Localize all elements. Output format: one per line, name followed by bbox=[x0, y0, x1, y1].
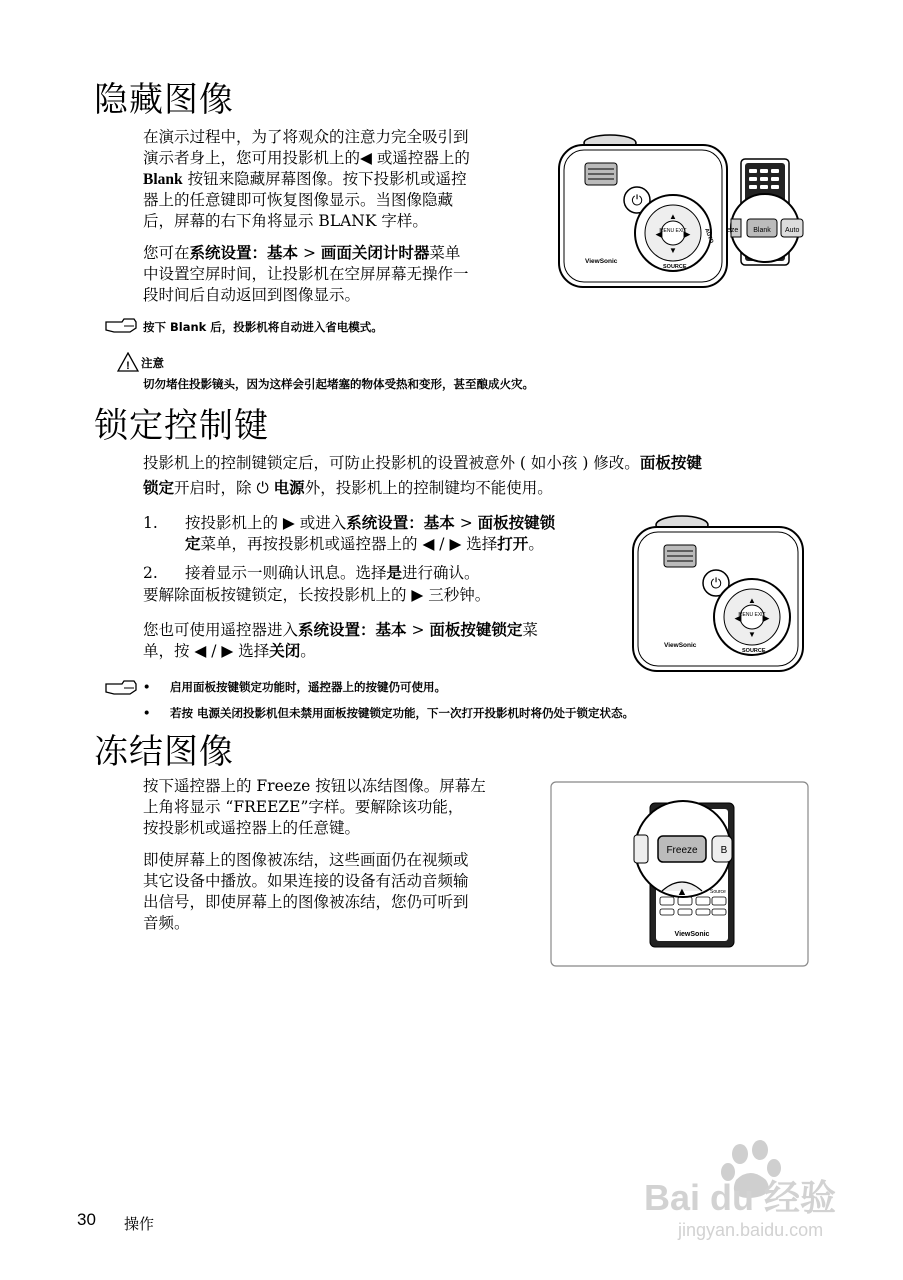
svg-text:▲: ▲ bbox=[669, 212, 677, 221]
text-line: 段时间后自动返回到图像显示。 bbox=[143, 286, 361, 304]
text-line: 上角将显示 “FREEZE”字样。要解除该功能， bbox=[143, 798, 464, 816]
hand-pointer-icon bbox=[104, 680, 138, 696]
brand-label: ViewSonic bbox=[585, 258, 618, 265]
lock-note-2: 若按 电源关闭投影机但未禁用面板按键锁定功能，下一次打开投影机时将仍处于锁定状态。 bbox=[170, 706, 634, 720]
bullet-icon: • bbox=[143, 706, 151, 720]
panel-lock-term: 锁定 bbox=[143, 479, 175, 497]
option-yes: 是 bbox=[386, 564, 403, 582]
text-line: 按投影机或遥控器上的任意键。 bbox=[143, 819, 361, 837]
hide-note: 按下 Blank 后，投影机将自动进入省电模式。 bbox=[143, 320, 383, 334]
text-line: 即使屏幕上的图像被冻结，这些画面仍在视频或 bbox=[143, 851, 469, 869]
warning-triangle-icon bbox=[117, 352, 139, 372]
power-icon: ⏻ bbox=[256, 479, 269, 497]
menu-path: 系统设置：基本 bbox=[346, 514, 455, 532]
menu-label: MENU EXIT bbox=[738, 612, 766, 618]
text-run: 单，按 ◀ / ▶ 选择 bbox=[143, 642, 270, 660]
footer-section-label: 操作 bbox=[124, 1215, 155, 1233]
caution-title: 注意 bbox=[141, 356, 164, 370]
menu-path: 系统设置：基本 bbox=[298, 621, 407, 639]
freeze-paragraph-2 bbox=[143, 850, 543, 934]
option-off: 关闭 bbox=[269, 642, 301, 660]
text-line: 出信号，即使屏幕上的图像被冻结，您仍可听到 bbox=[143, 893, 469, 911]
svg-text:⏻: ⏻ bbox=[710, 575, 722, 591]
lock-step-2 bbox=[143, 563, 623, 584]
source-label: SOURCE bbox=[663, 264, 687, 270]
text-run: 。 bbox=[300, 642, 316, 660]
watermark-url: jingyan.baidu.com bbox=[678, 1220, 824, 1240]
option-on: 打开 bbox=[497, 535, 529, 553]
auto-label: AUTO bbox=[703, 227, 715, 245]
blank-partial-label: B bbox=[720, 845, 728, 856]
svg-text:▼: ▼ bbox=[748, 630, 756, 639]
menu-label: MENU EXIT bbox=[659, 228, 687, 234]
lock-remote-paragraph bbox=[143, 620, 613, 662]
text-line: 在演示过程中，为了将观众的注意力完全吸引到 bbox=[143, 128, 469, 146]
text-run: 外，投影机上的控制键均不能使用。 bbox=[304, 479, 553, 497]
text-run: 进行确认。 bbox=[402, 564, 480, 582]
text-run: > bbox=[406, 621, 430, 639]
text-line: 中设置空屏时间，让投影机在空屏屏幕无操作一 bbox=[143, 265, 469, 283]
svg-text:▲: ▲ bbox=[748, 596, 756, 605]
source-label: SOURCE bbox=[742, 648, 766, 654]
baidu-watermark bbox=[640, 1140, 880, 1250]
text-run: 开启时，除 bbox=[174, 479, 252, 497]
projector-illustration bbox=[630, 513, 808, 675]
svg-text:▶: ▶ bbox=[762, 613, 770, 623]
page-number: 30 bbox=[77, 1210, 96, 1229]
unlock-instruction: 要解除面板按键锁定，长按投影机上的 ▶ 三秒钟。 bbox=[143, 586, 491, 604]
menu-item: 面板按键锁定 bbox=[429, 621, 523, 639]
freeze-partial-label: eze bbox=[727, 227, 739, 234]
text-run: 菜 bbox=[522, 621, 538, 639]
caution-text: 切勿堵住投影镜头，因为这样会引起堵塞的物体受热和变形，甚至酿成火灾。 bbox=[143, 377, 534, 391]
hand-pointer-icon bbox=[104, 318, 138, 334]
menu-item: 画面关闭计时器 bbox=[320, 244, 430, 262]
blank-button-label: Blank bbox=[753, 227, 771, 234]
text-run: 您也可使用遥控器进入 bbox=[143, 621, 299, 639]
text-line: 演示者身上，您可用投影机上的◀ 或遥控器上的 bbox=[143, 149, 470, 167]
hide-paragraph-2 bbox=[143, 243, 543, 306]
svg-text:▼: ▼ bbox=[669, 246, 677, 255]
brand-label: ViewSonic bbox=[674, 931, 710, 938]
lock-note-1: 启用面板按键锁定功能时，遥控器上的按键仍可使用。 bbox=[170, 680, 446, 694]
menu-path: 系统设置：基本 bbox=[189, 244, 299, 262]
watermark-brand: Bai du 经验 bbox=[644, 1177, 837, 1218]
text-run: > bbox=[454, 514, 478, 532]
text-run: 您可在 bbox=[143, 244, 190, 262]
svg-text:!: ! bbox=[126, 360, 130, 372]
text-line: 按钮来隐藏屏幕图像。按下投影机或遥控 bbox=[187, 170, 467, 188]
svg-text:⏻: ⏻ bbox=[631, 192, 643, 208]
text-line: 按下遥控器上的 Freeze 按钮以冻结图像。屏幕左 bbox=[143, 777, 486, 795]
text-run: 接着显示一则确认讯息。选择 bbox=[185, 564, 387, 582]
projector-remote-illustration bbox=[555, 133, 805, 293]
svg-text:▶: ▶ bbox=[683, 229, 691, 239]
text-run: 菜单，再按投影机或遥控器上的 ◀ / ▶ 选择 bbox=[200, 535, 498, 553]
section-title-hide: 隐藏图像 bbox=[94, 80, 234, 120]
freeze-button-label: Freeze bbox=[666, 845, 698, 856]
text-line: 其它设备中播放。如果连接的设备有活动音频输 bbox=[143, 872, 469, 890]
step-number: 2. bbox=[143, 564, 158, 582]
section-title-lock: 锁定控制键 bbox=[94, 406, 269, 446]
text-run: 投影机上的控制键锁定后，可防止投影机的设置被意外 ( 如小孩 ) 修改。 bbox=[143, 454, 640, 472]
text-line: 器上的任意键即可恢复图像显示。当图像隐藏 bbox=[143, 191, 454, 209]
menu-item: 面板按键锁 bbox=[477, 514, 556, 532]
text-run: > bbox=[298, 244, 321, 262]
step-number: 1. bbox=[143, 514, 158, 532]
bullet-icon: • bbox=[143, 680, 151, 694]
auto-partial-label: Auto bbox=[785, 227, 800, 234]
freeze-remote-illustration bbox=[550, 781, 809, 967]
svg-text:◀: ◀ bbox=[655, 229, 663, 239]
text-run: 。 bbox=[528, 535, 544, 553]
text-line: 后，屏幕的右下角将显示 BLANK 字样。 bbox=[143, 212, 428, 230]
svg-text:◀: ◀ bbox=[734, 613, 742, 623]
lock-paragraph-1 bbox=[143, 451, 823, 501]
lock-step-1 bbox=[143, 513, 623, 555]
brand-label: ViewSonic bbox=[664, 642, 697, 649]
text-run: 菜单 bbox=[429, 244, 461, 262]
power-term: 电源 bbox=[273, 479, 305, 497]
source-label: Source bbox=[710, 889, 726, 895]
freeze-paragraph-1 bbox=[143, 776, 543, 839]
menu-item: 定 bbox=[185, 535, 201, 553]
hide-paragraph-1 bbox=[143, 127, 543, 232]
text-line: 音频。 bbox=[143, 914, 190, 932]
blank-key-name: Blank bbox=[143, 171, 183, 188]
panel-lock-term: 面板按键 bbox=[639, 454, 702, 472]
svg-text:▲: ▲ bbox=[676, 886, 688, 898]
section-title-freeze: 冻结图像 bbox=[94, 732, 234, 772]
text-run: 按投影机上的 ▶ 或进入 bbox=[185, 514, 347, 532]
